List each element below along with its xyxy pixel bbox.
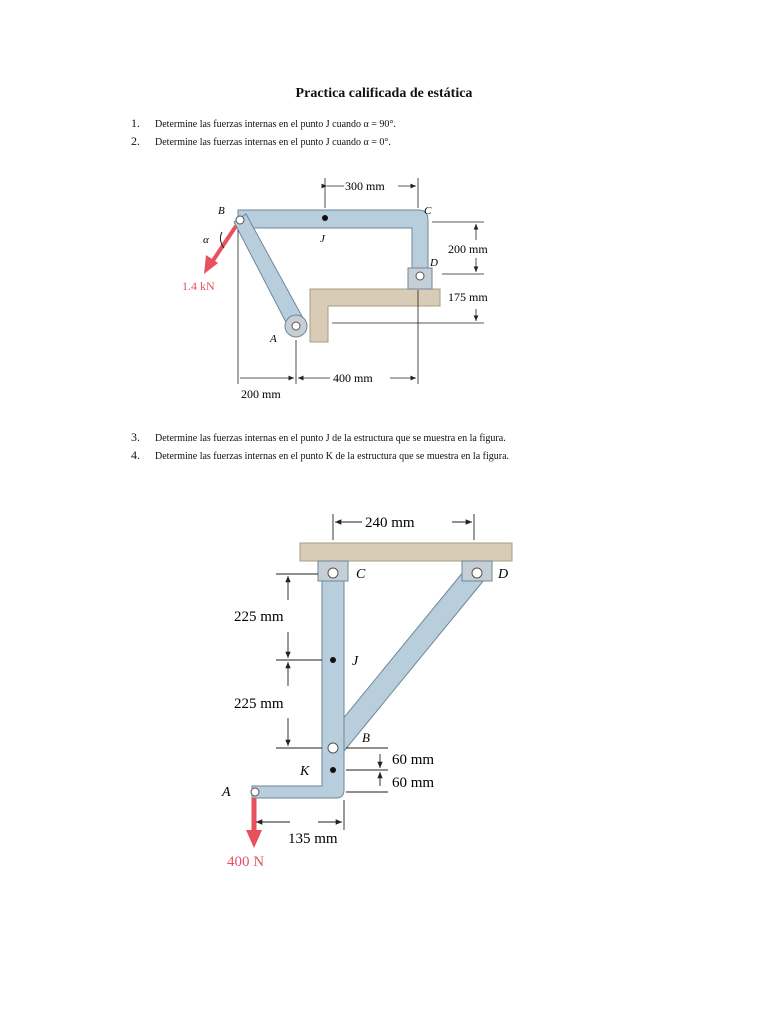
- ceiling-support: [300, 543, 512, 561]
- label-c: C: [356, 567, 366, 582]
- dim-60-upper: 60 mm: [392, 752, 435, 768]
- pin-c: [328, 568, 338, 578]
- dim-225-upper: 225 mm: [234, 609, 284, 625]
- dim-300: 300 mm: [345, 179, 385, 193]
- question-text: Determine las fuerzas internas en el punto J cuando α = 90°.: [155, 119, 396, 130]
- label-alpha: α: [203, 234, 209, 246]
- question-number: 1.: [131, 116, 140, 130]
- load-label: 400 N: [227, 854, 265, 870]
- pin-a: [251, 788, 259, 796]
- pin-b: [328, 743, 338, 753]
- label-b: B: [362, 730, 370, 745]
- label-j: J: [320, 233, 325, 245]
- member-ca: [252, 572, 344, 798]
- dim-175: 175 mm: [448, 290, 488, 304]
- label-d: D: [498, 567, 509, 582]
- label-a: A: [222, 785, 231, 800]
- dim-240: 240 mm: [365, 515, 415, 531]
- member-bd: [324, 566, 484, 756]
- load-label: 1.4 kN: [182, 279, 215, 293]
- dim-225-lower: 225 mm: [234, 696, 284, 712]
- dim-200-right: 200 mm: [448, 242, 488, 256]
- label-a: A: [270, 333, 277, 345]
- question-number: 3.: [131, 430, 140, 444]
- point-k: [330, 767, 336, 773]
- label-c: C: [424, 205, 432, 217]
- question-number: 2.: [131, 134, 140, 148]
- dim-60-lower: 60 mm: [392, 775, 435, 791]
- question-text: Determine las fuerzas internas en el punto K de la estructura que se muestra en la figura.: [155, 451, 510, 462]
- page-title: Practica calificada de estática: [295, 86, 473, 101]
- question-text: Determine las fuerzas internas en el punto J cuando α = 0°.: [155, 137, 391, 148]
- label-j: J: [352, 654, 359, 669]
- dim-200-bottom: 200 mm: [241, 387, 281, 401]
- point-j: [330, 657, 336, 663]
- pin-d: [472, 568, 482, 578]
- label-d: D: [430, 257, 438, 269]
- dim-400: 400 mm: [333, 371, 373, 385]
- label-k: K: [300, 764, 310, 779]
- question-text: Determine las fuerzas internas en el punto J de la estructura que se muestra en la figura.: [155, 433, 506, 444]
- question-number: 4.: [131, 448, 140, 462]
- label-b: B: [218, 205, 225, 217]
- dim-135: 135 mm: [288, 831, 338, 847]
